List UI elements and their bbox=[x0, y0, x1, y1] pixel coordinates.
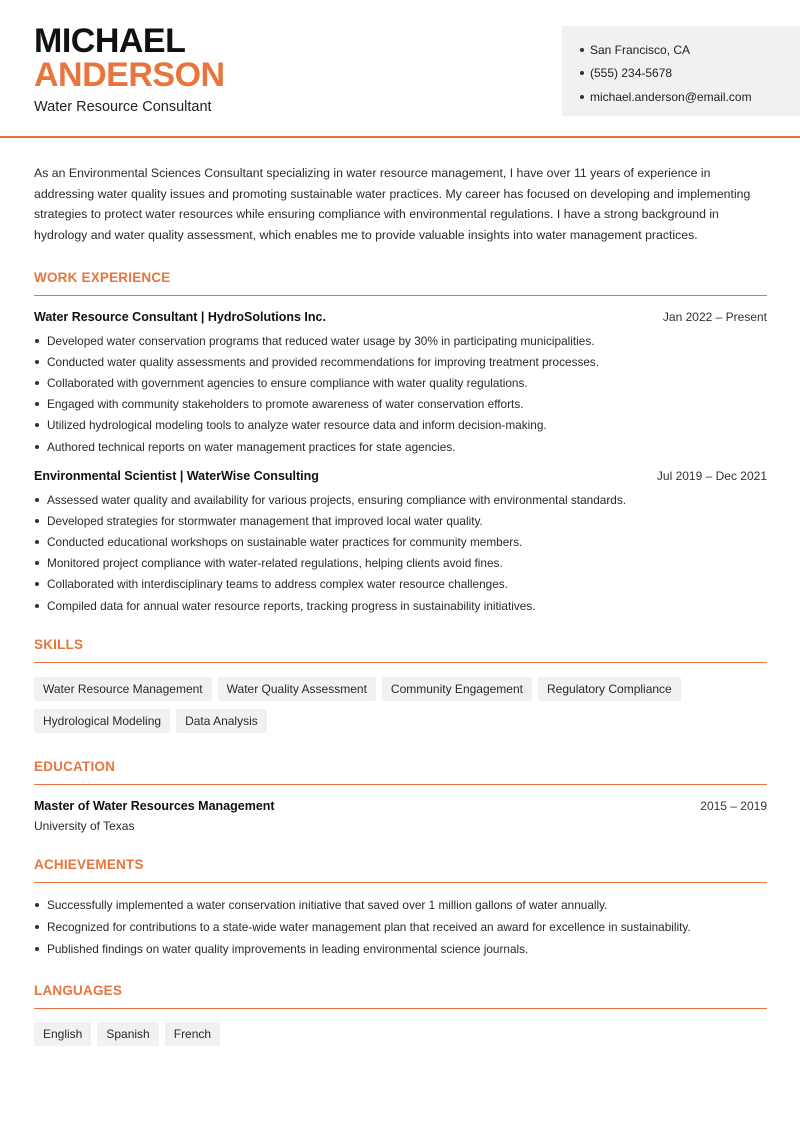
education-section bbox=[34, 759, 767, 833]
list-item bbox=[34, 574, 767, 595]
bullet-icon bbox=[35, 947, 39, 951]
bullet-text: Compiled data for annual water resource reports, tracking progress in sustainability initiatives. bbox=[47, 598, 536, 613]
degree: Master of Water Resources Management bbox=[34, 799, 275, 814]
skill-tag: Data Analysis bbox=[176, 709, 267, 733]
bullet-icon bbox=[35, 925, 39, 929]
job-header bbox=[34, 469, 767, 483]
achievements-list bbox=[34, 894, 767, 960]
school: University of Texas bbox=[34, 819, 135, 834]
bullet-text: Assessed water quality and availability for various projects, ensuring compliance with environmental standards. bbox=[47, 492, 626, 507]
list-item bbox=[34, 894, 767, 916]
job-role: Water Resource Consultant | HydroSolutions Inc. bbox=[34, 310, 326, 324]
first-name: MICHAEL bbox=[34, 22, 186, 60]
languages-tags bbox=[34, 1022, 767, 1046]
email-text: michael.anderson@email.com bbox=[590, 89, 752, 104]
work-section bbox=[34, 270, 767, 616]
job-entry bbox=[34, 469, 767, 616]
bullet-text: Published findings on water quality improvements in leading environmental science journals. bbox=[47, 942, 529, 957]
phone-text: (555) 234-5678 bbox=[590, 66, 673, 81]
list-item bbox=[34, 489, 767, 510]
contact-box bbox=[562, 26, 800, 116]
language-tag: English bbox=[34, 1022, 91, 1046]
last-name: ANDERSON bbox=[34, 56, 225, 94]
bullet-icon bbox=[35, 381, 39, 385]
list-item bbox=[34, 916, 767, 938]
job-header bbox=[34, 310, 767, 324]
language-tag: Spanish bbox=[97, 1022, 158, 1046]
list-item bbox=[34, 436, 767, 457]
list-item bbox=[34, 938, 767, 960]
summary: As an Environmental Sciences Consultant specializing in water resource management, I have over 11 years of experience in addressing water quality issues and promoting sustainable water practices. My career has focused on developing and implementing strategies to protect water resources while ensuring compliance with environmental regulations. I have a strong background in hydrology and water quality assessment, which enables me to provide valuable insights into water management practices. bbox=[34, 166, 751, 242]
list-item bbox=[34, 415, 767, 436]
list-item bbox=[34, 510, 767, 531]
job-date: Jan 2022 – Present bbox=[662, 310, 767, 324]
bullet-text: Conducted water quality assessments and provided recommendations for improving treatment processes. bbox=[47, 354, 600, 369]
list-item bbox=[34, 330, 767, 351]
achievements-heading: ACHIEVEMENTS bbox=[34, 857, 767, 883]
job-role: Environmental Scientist | WaterWise Consulting bbox=[34, 469, 319, 484]
bullet-icon bbox=[35, 582, 39, 586]
job-bullets bbox=[34, 489, 767, 616]
list-item bbox=[34, 372, 767, 393]
contact-phone bbox=[580, 62, 800, 86]
bullet-text: Authored technical reports on water management practices for state agencies. bbox=[47, 439, 456, 454]
skill-tag: Community Engagement bbox=[382, 677, 532, 701]
job-bullets bbox=[34, 330, 767, 457]
bullet-text: Engaged with community stakeholders to promote awareness of water conservation efforts. bbox=[47, 397, 524, 412]
bullet-text: Monitored project compliance with water-related regulations, helping clients avoid fines. bbox=[47, 556, 503, 571]
bullet-text: Collaborated with interdisciplinary teams to address complex water resource challenges. bbox=[47, 577, 508, 592]
contact-email bbox=[580, 85, 800, 109]
list-item bbox=[34, 351, 767, 372]
bullet-icon bbox=[580, 95, 584, 99]
bullet-icon bbox=[35, 360, 39, 364]
bullet-text: Developed strategies for stormwater management that improved local water quality. bbox=[47, 513, 483, 528]
bullet-icon bbox=[35, 604, 39, 608]
bullet-icon bbox=[35, 561, 39, 565]
education-heading: EDUCATION bbox=[34, 759, 767, 785]
bullet-icon bbox=[580, 48, 584, 52]
bullet-text: Successfully implemented a water conservation initiative that saved over 1 million gallons of water annually. bbox=[47, 898, 608, 913]
skills-section bbox=[34, 637, 767, 733]
resume-content bbox=[34, 163, 767, 1046]
skills-heading: SKILLS bbox=[34, 637, 767, 663]
list-item bbox=[34, 595, 767, 616]
bullet-text: Utilized hydrological modeling tools to analyze water resource data and inform decision-making. bbox=[47, 418, 547, 433]
bullet-icon bbox=[35, 498, 39, 502]
skills-tags bbox=[34, 677, 767, 733]
contact-location bbox=[580, 38, 800, 62]
list-item bbox=[34, 394, 767, 415]
skill-tag: Regulatory Compliance bbox=[538, 677, 681, 701]
bullet-icon bbox=[35, 540, 39, 544]
bullet-icon bbox=[35, 423, 39, 427]
job-date: Jul 2019 – Dec 2021 bbox=[656, 469, 767, 484]
bullet-text: Conducted educational workshops on sustainable water practices for community members. bbox=[47, 535, 523, 550]
bullet-text: Collaborated with government agencies to ensure compliance with water quality regulations. bbox=[47, 375, 528, 390]
bullet-icon bbox=[35, 339, 39, 343]
bullet-icon bbox=[580, 71, 584, 75]
list-item bbox=[34, 553, 767, 574]
bullet-icon bbox=[35, 445, 39, 449]
work-heading: WORK EXPERIENCE bbox=[34, 270, 767, 296]
bullet-icon bbox=[35, 519, 39, 523]
education-entry bbox=[34, 799, 767, 833]
list-item bbox=[34, 532, 767, 553]
location-text: San Francisco, CA bbox=[590, 42, 691, 57]
skill-tag: Water Quality Assessment bbox=[218, 677, 376, 701]
bullet-text: Developed water conservation programs that reduced water usage by 30% in participating municipalities. bbox=[47, 333, 595, 348]
language-tag: French bbox=[165, 1022, 220, 1046]
education-header bbox=[34, 799, 767, 813]
bullet-text: Recognized for contributions to a state-wide water management plan that received an award for excellence in sustainability. bbox=[47, 920, 691, 935]
bullet-icon bbox=[35, 402, 39, 406]
achievements-section bbox=[34, 857, 767, 960]
bullet-icon bbox=[35, 903, 39, 907]
education-date: 2015 – 2019 bbox=[700, 799, 767, 814]
resume-header bbox=[0, 0, 800, 138]
skill-tag: Water Resource Management bbox=[34, 677, 212, 701]
job-entry bbox=[34, 310, 767, 457]
languages-section bbox=[34, 983, 767, 1046]
languages-heading: LANGUAGES bbox=[34, 983, 767, 1009]
skill-tag: Hydrological Modeling bbox=[34, 709, 170, 733]
job-title: Water Resource Consultant bbox=[34, 99, 212, 115]
